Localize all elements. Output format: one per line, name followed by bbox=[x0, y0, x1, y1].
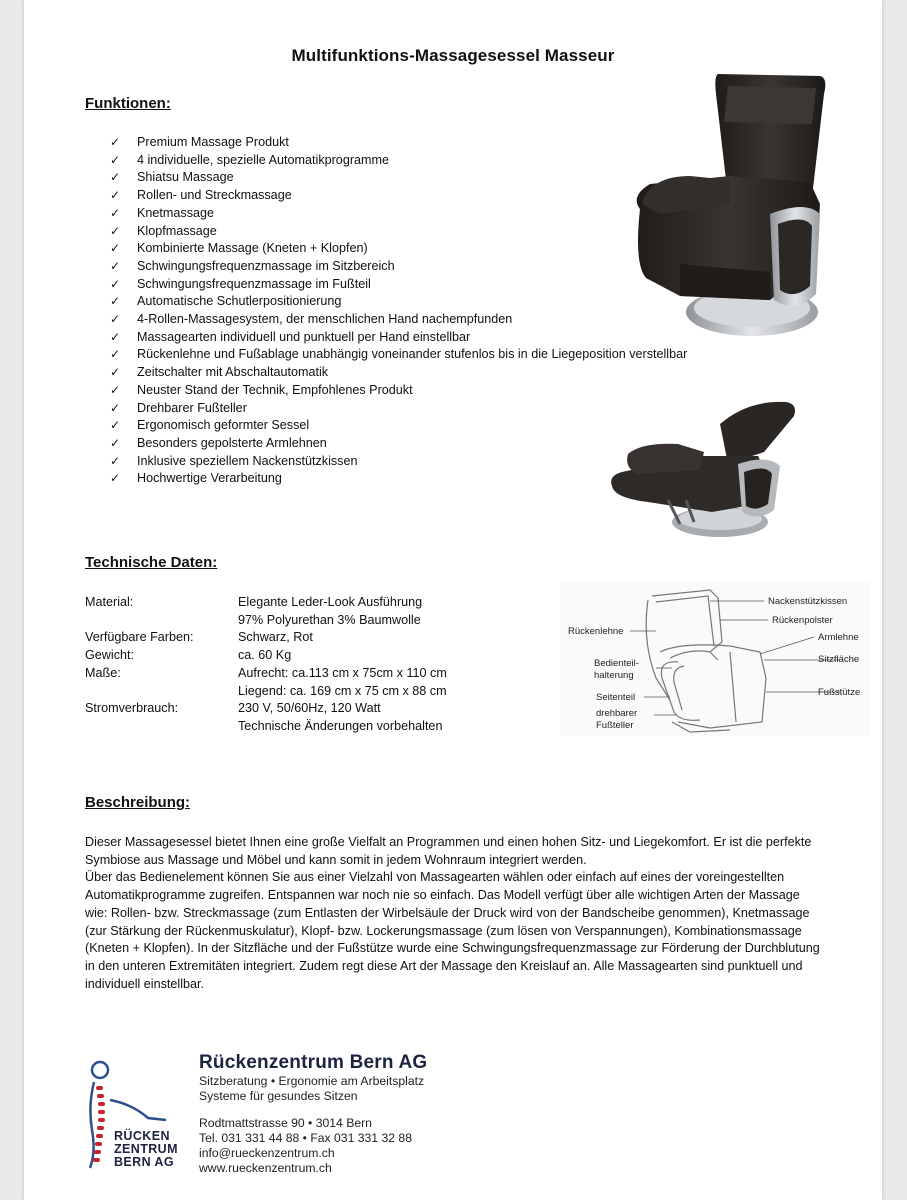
technical-row bbox=[85, 665, 447, 683]
checkmark-icon: ✓ bbox=[110, 188, 121, 203]
feature-text: Besonders gepolsterte Armlehnen bbox=[137, 435, 327, 450]
feature-text: Rückenlehne und Fußablage unabhängig voneinander stufenlos bis in die Liegeposition verstellbar bbox=[137, 347, 688, 362]
feature-text: Knetmassage bbox=[137, 205, 215, 220]
checkmark-icon: ✓ bbox=[110, 294, 121, 309]
label-bedienteil-2: halterung bbox=[594, 670, 634, 681]
company-tagline-1: Sitzberatung • Ergonomie am Arbeitsplatz bbox=[199, 1074, 425, 1088]
feature-text: Klopfmassage bbox=[137, 223, 217, 238]
technical-row bbox=[85, 629, 447, 647]
technical-value: Liegend: ca. 169 cm x 75 cm x 88 cm bbox=[238, 683, 447, 698]
logo-line-2: ZENTRUM bbox=[114, 1142, 178, 1156]
feature-text: Ergonomisch geformter Sessel bbox=[137, 418, 310, 433]
checkmark-icon: ✓ bbox=[110, 135, 121, 149]
company-email[interactable]: info@rueckenzentrum.ch bbox=[199, 1146, 335, 1160]
checkmark-icon: ✓ bbox=[110, 382, 121, 397]
description-paragraph-2: Über das Bedienelement können Sie aus einer Vielzahl von Massagearten wählen oder einfach auf eines der voreingestellten Automatikprogramme zugreifen. Entspannen war noch nie so einfach. Das Modell verfügt über alle wichtigen Arten der Massage wie: Rollen- bzw. Streckmassage (zum Entlasten der Wirbelsäule der Druck wird von der Bandscheibe genommen), Knetmassage (zur Stärkung der Rückenmuskulatur), Klopf- bzw. Lockerungsmassage (zum lösen von Verspannungen), Kombinationsmassage (Kneten + Klopfen). In der Sitzfläche und der Fußstütze wurde eine Schwingungsfrequenzmassage zur Förderung der Durchblutung in den unteren Extremitäten integriert. Zudem regt diese Art der Massage den Kreislauf an. Alle Massagearten sind punktuell und individuell einstellbar. bbox=[85, 870, 820, 991]
logo-wordmark bbox=[114, 1130, 178, 1169]
checkmark-icon: ✓ bbox=[110, 312, 121, 327]
technical-key-empty bbox=[85, 718, 238, 736]
label-sitzflaeche: Sitzfläche bbox=[818, 654, 860, 665]
checkmark-icon: ✓ bbox=[110, 223, 121, 238]
technical-value: 97% Polyurethan 3% Baumwolle bbox=[238, 612, 421, 627]
technical-row bbox=[85, 683, 447, 701]
technical-value: 230 V, 50/60Hz, 120 Watt bbox=[238, 701, 381, 716]
technical-value: ca. 60 Kg bbox=[238, 648, 292, 663]
checkmark-icon: ✓ bbox=[110, 258, 121, 273]
checkmark-icon: ✓ bbox=[110, 347, 121, 362]
checkmark-icon: ✓ bbox=[110, 205, 121, 220]
checkmark-icon: ✓ bbox=[110, 418, 121, 433]
feature-text: Schwingungsfrequenzmassage im Sitzbereich bbox=[137, 258, 395, 273]
technical-key: Maße: bbox=[85, 665, 121, 680]
technical-key-empty bbox=[85, 683, 238, 701]
feature-text: Zeitschalter mit Abschaltautomatik bbox=[137, 365, 329, 380]
technical-key: Material: bbox=[85, 595, 134, 609]
chair-upright-image bbox=[620, 64, 830, 340]
checkmark-icon: ✓ bbox=[110, 471, 121, 486]
label-fussstuetze: Fußstütze bbox=[818, 687, 861, 698]
chair-parts-diagram bbox=[560, 582, 870, 736]
label-fussteller-2: Fußteller bbox=[596, 720, 634, 731]
label-rueckenlehne: Rückenlehne bbox=[568, 626, 624, 637]
checkmark-icon: ✓ bbox=[110, 170, 121, 185]
feature-text: Premium Massage Produkt bbox=[137, 135, 289, 149]
feature-text: Schwingungsfrequenzmassage im Fußteil bbox=[137, 276, 371, 291]
page-title: Multifunktions-Massagesessel Masseur bbox=[291, 46, 615, 65]
technical-row bbox=[85, 718, 447, 736]
technical-value: Aufrecht: ca.113 cm x 75cm x 110 cm bbox=[238, 665, 447, 680]
label-seitenteil: Seitenteil bbox=[596, 692, 636, 703]
label-bedienteil-1: Bedienteil- bbox=[594, 658, 639, 669]
technical-key: Gewicht: bbox=[85, 648, 134, 663]
label-nackenstuetzkissen: Nackenstützkissen bbox=[768, 596, 848, 607]
document-page bbox=[24, 0, 882, 1200]
feature-text: Rollen- und Streckmassage bbox=[137, 188, 292, 203]
functions-heading: Funktionen: bbox=[85, 95, 171, 112]
label-fussteller-1: drehbarer bbox=[596, 708, 638, 719]
technical-row bbox=[85, 647, 447, 665]
technical-key: Verfügbare Farben: bbox=[85, 630, 194, 645]
technical-row bbox=[85, 594, 447, 612]
checkmark-icon: ✓ bbox=[110, 453, 121, 468]
logo-line-3: BERN AG bbox=[114, 1155, 174, 1169]
feature-text: 4-Rollen-Massagesystem, der menschlichen Hand nachempfunden bbox=[137, 312, 513, 327]
feature-text: 4 individuelle, spezielle Automatikprogramme bbox=[137, 152, 390, 167]
chair-reclined-image bbox=[608, 394, 804, 544]
technical-value: Schwarz, Rot bbox=[238, 630, 313, 645]
company-phone: Tel. 031 331 44 88 • Fax 031 331 32 88 bbox=[199, 1131, 412, 1145]
technical-row bbox=[85, 700, 447, 718]
feature-text: Massagearten individuell und punktuell per Hand einstellbar bbox=[137, 329, 471, 344]
feature-text: Automatische Schutlerpositionierung bbox=[137, 294, 342, 309]
company-name: Rückenzentrum Bern AG bbox=[199, 1052, 428, 1073]
feature-text: Hochwertige Verarbeitung bbox=[137, 471, 282, 486]
technical-key: Stromverbrauch: bbox=[85, 701, 179, 716]
technical-heading: Technische Daten: bbox=[85, 554, 218, 571]
feature-item bbox=[110, 364, 750, 382]
feature-text: Neuster Stand der Technik, Empfohlenes Produkt bbox=[137, 382, 413, 397]
checkmark-icon: ✓ bbox=[110, 329, 121, 344]
feature-text: Inklusive speziellem Nackenstützkissen bbox=[137, 453, 358, 468]
company-website[interactable]: www.rueckenzentrum.ch bbox=[199, 1161, 332, 1175]
technical-value: Technische Änderungen vorbehalten bbox=[238, 718, 443, 733]
label-rueckenpolster: Rückenpolster bbox=[772, 615, 833, 626]
checkmark-icon: ✓ bbox=[110, 152, 121, 167]
company-info bbox=[199, 1052, 427, 1176]
company-tagline-2: Systeme für gesundes Sitzen bbox=[199, 1089, 358, 1103]
description-paragraph-1: Dieser Massagesessel bietet Ihnen eine große Vielfalt an Programmen und einen hohen Sitz- und Liegekomfort. Er ist die perfekte Symbiose aus Massage und Möbel und kann somit in jedem Wohnraum integriert werden. bbox=[85, 835, 812, 867]
technical-row bbox=[85, 612, 447, 630]
label-armlehne: Armlehne bbox=[818, 632, 859, 643]
description-heading: Beschreibung: bbox=[85, 794, 191, 811]
checkmark-icon: ✓ bbox=[110, 400, 121, 415]
checkmark-icon: ✓ bbox=[110, 365, 121, 380]
technical-value: Elegante Leder-Look Ausführung bbox=[238, 595, 423, 609]
technical-key-empty bbox=[85, 612, 238, 630]
checkmark-icon: ✓ bbox=[110, 276, 121, 291]
feature-text: Shiatsu Massage bbox=[137, 170, 234, 185]
technical-table bbox=[85, 594, 447, 736]
feature-item bbox=[110, 346, 750, 364]
logo-line-1: RÜCKEN bbox=[114, 1129, 170, 1143]
feature-text: Drehbarer Fußteller bbox=[137, 400, 247, 415]
checkmark-icon: ✓ bbox=[110, 241, 121, 256]
description-text bbox=[85, 834, 825, 993]
checkmark-icon: ✓ bbox=[110, 435, 121, 450]
company-address: Rodtmattstrasse 90 • 3014 Bern bbox=[199, 1116, 372, 1130]
feature-text: Kombinierte Massage (Kneten + Klopfen) bbox=[137, 241, 368, 256]
